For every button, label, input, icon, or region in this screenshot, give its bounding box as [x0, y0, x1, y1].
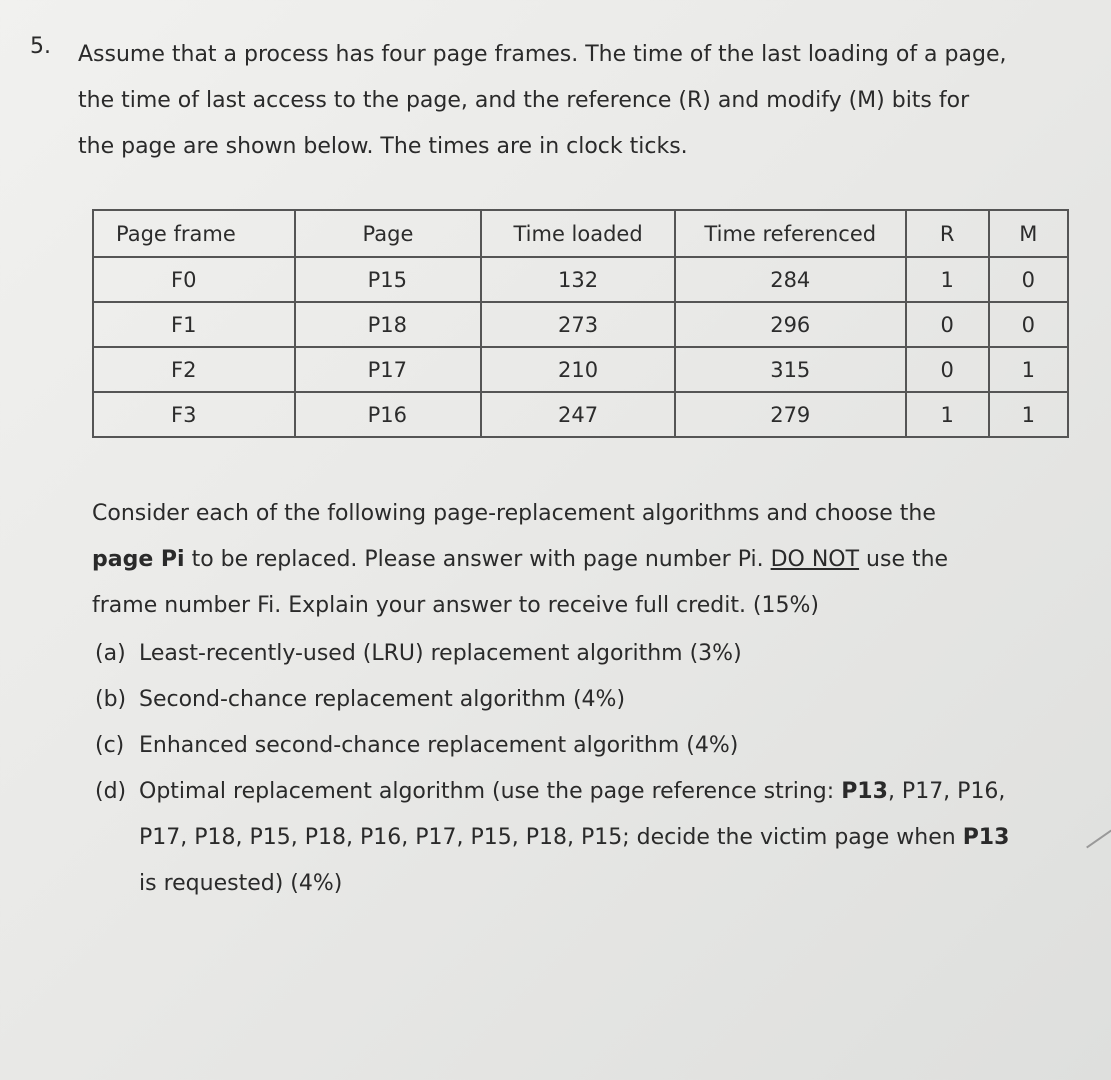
header-m-bit: M	[989, 210, 1068, 257]
subquestion-b	[95, 677, 1095, 723]
cell-m-bit: 1	[989, 392, 1068, 437]
subquestion-list	[95, 631, 1095, 907]
instructions-paragraph	[92, 491, 1082, 629]
cell-page: P16	[295, 392, 482, 437]
subquestion-text	[139, 769, 1095, 815]
header-page: Page	[295, 210, 482, 257]
table-row	[93, 392, 1068, 437]
cell-page-frame: F1	[93, 302, 295, 347]
cell-time-loaded: 210	[481, 347, 675, 392]
cell-m-bit: 1	[989, 347, 1068, 392]
subquestion-d	[95, 769, 1095, 907]
header-time-referenced: Time referenced	[675, 210, 906, 257]
cell-page: P17	[295, 347, 482, 392]
subquestion-marker: (c)	[95, 733, 125, 758]
p13-emphasis: P13	[841, 779, 888, 804]
subquestion-marker: (a)	[95, 641, 126, 666]
subquestion-text-part: , P17, P16,	[887, 779, 1006, 804]
subquestion-text-part: P17, P18, P15, P18, P16, P17, P15, P18, P15; decide the victim page when	[139, 825, 963, 850]
cell-time-loaded: 132	[481, 257, 675, 302]
instructions-text: use the	[859, 547, 949, 572]
cell-page-frame: F0	[93, 257, 295, 302]
cell-m-bit: 0	[989, 257, 1068, 302]
cell-r-bit: 1	[906, 257, 989, 302]
subquestion-text-part: Optimal replacement algorithm (use the page reference string:	[139, 779, 842, 804]
cell-page: P15	[295, 257, 482, 302]
subquestion-marker: (d)	[95, 779, 127, 804]
subquestion-text: Least-recently-used (LRU) replacement algorithm (3%)	[139, 641, 742, 666]
instructions-line: frame number Fi. Explain your answer to receive full credit. (15%)	[92, 593, 819, 618]
cell-r-bit: 0	[906, 302, 989, 347]
cell-time-referenced: 315	[675, 347, 906, 392]
cell-time-referenced: 284	[675, 257, 906, 302]
subquestion-text: Enhanced second-chance replacement algorithm (4%)	[139, 733, 739, 758]
subquestion-text	[139, 815, 1095, 861]
cell-m-bit: 0	[989, 302, 1068, 347]
intro-line: the time of last access to the page, and the reference (R) and modify (M) bits for	[78, 88, 970, 113]
subquestion-a	[95, 631, 1095, 677]
table-header-row	[93, 210, 1068, 257]
subquestion-marker: (b)	[95, 687, 127, 712]
cell-time-referenced: 279	[675, 392, 906, 437]
instructions-line	[92, 537, 1082, 583]
cell-page-frame: F2	[93, 347, 295, 392]
instructions-line: Consider each of the following page-replacement algorithms and choose the	[92, 501, 936, 526]
header-time-loaded: Time loaded	[481, 210, 675, 257]
table-row	[93, 302, 1068, 347]
p13-emphasis: P13	[962, 825, 1010, 850]
cell-page: P18	[295, 302, 482, 347]
intro-line: the page are shown below. The times are in clock ticks.	[78, 134, 688, 159]
subquestion-text: is requested) (4%)	[139, 871, 343, 896]
subquestion-text: Second-chance replacement algorithm (4%)	[139, 687, 626, 712]
question-number: 5.	[30, 34, 51, 59]
table-row	[93, 347, 1068, 392]
header-r-bit: R	[906, 210, 989, 257]
cell-r-bit: 0	[906, 347, 989, 392]
cell-time-loaded: 273	[481, 302, 675, 347]
do-not-emphasis: DO NOT	[770, 547, 860, 572]
page-pi-emphasis: page Pi	[92, 547, 185, 572]
header-page-frame: Page frame	[93, 210, 295, 257]
subquestion-c	[95, 723, 1095, 769]
intro-paragraph	[78, 32, 1078, 170]
table-row	[93, 257, 1068, 302]
instructions-text: to be replaced. Please answer with page number Pi.	[184, 547, 771, 572]
intro-line: Assume that a process has four page frames. The time of the last loading of a page,	[78, 42, 1007, 67]
cell-time-referenced: 296	[675, 302, 906, 347]
cell-time-loaded: 247	[481, 392, 675, 437]
page-frame-table	[92, 209, 1069, 438]
cell-r-bit: 1	[906, 392, 989, 437]
cell-page-frame: F3	[93, 392, 295, 437]
